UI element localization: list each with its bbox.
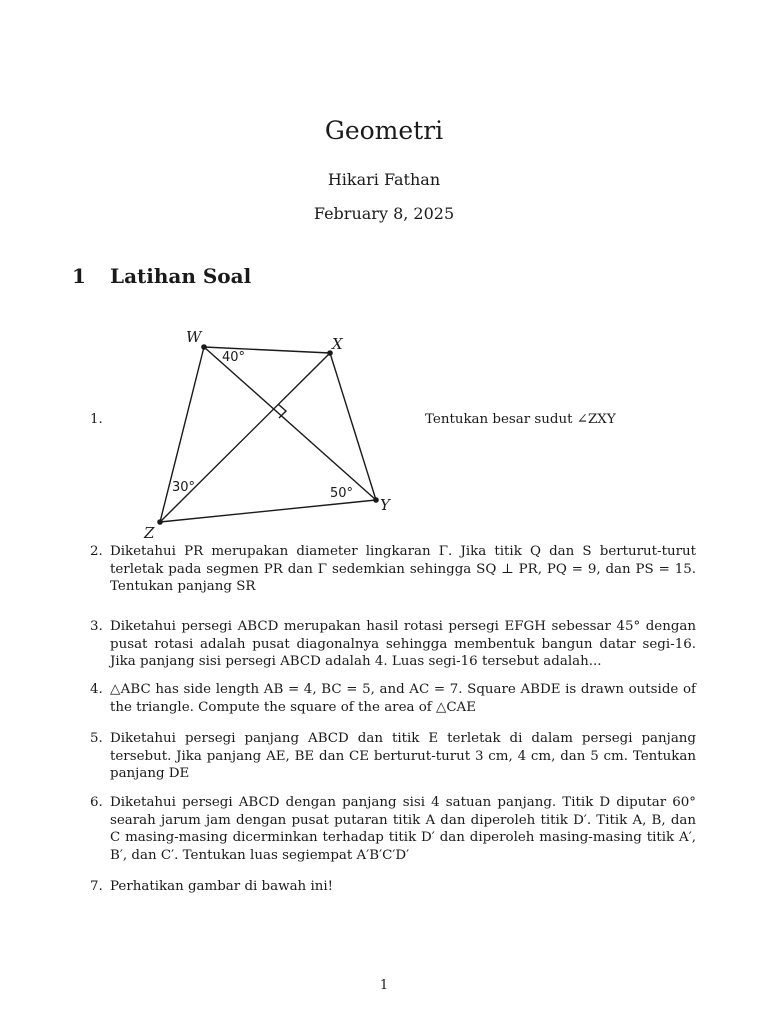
angle-label-y: 50° [330,486,354,501]
question-3 [90,618,696,671]
section-number: 1 [72,264,86,288]
question-text: Diketahui persegi panjang ABCD dan titik E terletak di dalam persegi panjang tersebut. Jika panjang AE, BE dan CE berturut-turut 3 cm, 4 cm, dan 5 cm. Tentukan panjang DE [110,731,696,781]
author-name: Hikari Fathan [327,170,441,189]
question-7 [90,878,696,896]
diagonal-zx [160,353,330,522]
paper-title: Geometri [324,116,444,145]
question-text: Diketahui PR merupakan diameter lingkaran Γ. Jika titik Q dan S berturut-turut terletak pada segmen PR dan Γ sedemkian sehingga SQ ⊥ PR, PQ = 9, dan PS = 15. Tentukan panjang SR [110,544,696,594]
question-number: 3. [90,619,103,634]
question-text: Perhatikan gambar di bawah ini! [110,879,334,894]
question-2 [90,543,696,596]
paper-date: February 8, 2025 [313,204,455,223]
diagonal-wy [204,347,376,500]
point-y [373,497,379,503]
label-x: X [332,335,343,353]
edge-zw [160,347,204,522]
question-4 [90,681,696,716]
label-w: W [186,328,202,346]
label-z: Z [144,524,155,542]
question-1-number: 1. [90,412,103,427]
question-number: 2. [90,544,103,559]
point-z [157,519,163,525]
question-text: △ABC has side length AB = 4, BC = 5, and AC = 7. Square ABDE is drawn outside of the triangle. Compute the square of the area of △CAE [110,682,696,715]
angle-label-z: 30° [172,480,196,495]
edge-yz [160,500,376,522]
point-w [201,344,207,350]
label-y: Y [380,496,390,514]
question-number: 7. [90,879,103,894]
question-number: 6. [90,795,103,810]
question-number: 4. [90,682,103,697]
quadrilateral-figure [140,326,400,546]
question-5 [90,730,696,783]
right-angle-mark [278,404,286,418]
section-title: Latihan Soal [110,264,252,288]
section-heading [72,264,251,288]
angle-label-w: 40° [222,350,246,365]
question-text: Diketahui persegi ABCD dengan panjang sisi 4 satuan panjang. Titik D diputar 60° searah jarum jam dengan pusat putaran titik A dan diperoleh titik D′. Titik A, B, dan C masing-masing dicerminkan terhadap titik D′ dan diperoleh masing-masing titik A′, B′, dan C′. Tentukan luas segiempat A′B′C′D′ [110,795,696,863]
question-number: 5. [90,731,103,746]
edge-xy [330,353,376,500]
question-1-text: Tentukan besar sudut ∠ZXY [425,412,616,427]
question-text: Diketahui persegi ABCD merupakan hasil rotasi persegi EFGH sebessar 45° dengan pusat rotasi adalah pusat diagonalnya sehingga membentuk bangun datar segi-16. Jika panjang sisi persegi ABCD adalah 4. Luas segi-16 tersebut adalah... [110,619,696,669]
page-number: 1 [379,978,389,993]
question-6 [90,794,696,864]
